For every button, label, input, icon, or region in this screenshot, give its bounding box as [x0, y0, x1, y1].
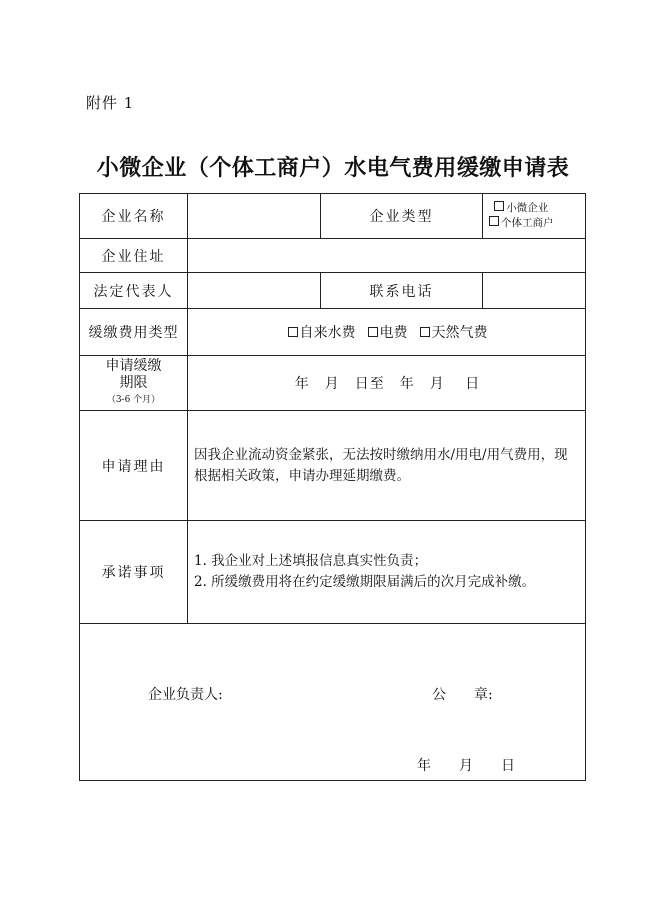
phone-label: 联系电话	[369, 283, 434, 300]
form-title: 小微企业（个体工商户）水电气费用缓缴申请表	[96, 156, 570, 181]
option-label: 天然气费	[431, 325, 488, 341]
option-label: 电费	[379, 325, 408, 341]
checkbox-icon	[420, 327, 430, 337]
period-field[interactable]: 年 月 日至 年 月 日	[294, 376, 481, 392]
address-label: 企业住址	[101, 248, 166, 265]
company-type-label: 企业类型	[369, 209, 434, 225]
checkbox-icon	[288, 327, 298, 337]
company-name-field[interactable]	[188, 194, 320, 238]
pledge-item: 1. 我企业对上述填报信息真实性负责；	[194, 553, 428, 569]
period-label-line1: 申请缓缴	[105, 357, 162, 374]
checkbox-icon	[494, 201, 504, 211]
address-field[interactable]	[188, 239, 587, 272]
period-label-line2: 期限	[119, 374, 148, 391]
company-name-label: 企业名称	[101, 209, 166, 225]
option-label: 自来水费	[299, 325, 356, 341]
reason-label: 申请理由	[101, 458, 166, 475]
fee-type-options	[188, 309, 587, 355]
fee-type-label: 缓缴费用类型	[88, 325, 179, 341]
option-label: 个体工商户	[501, 217, 554, 229]
company-type-option-individual[interactable]	[489, 216, 554, 231]
reason-text	[188, 411, 587, 520]
signer-label: 企业负责人:	[148, 687, 223, 703]
phone-field[interactable]	[483, 273, 587, 308]
option-label: 小微企业	[506, 202, 549, 214]
reason-paragraph: 因我企业流动资金紧张，无法按时缴纳用水/用电/用气费用，现根据相关政策，申请办理延期缴费。	[194, 446, 568, 484]
legal-rep-field[interactable]	[188, 273, 320, 308]
legal-rep-label: 法定代表人	[93, 283, 174, 300]
pledge-label: 承诺事项	[101, 565, 166, 581]
attachment-label: 附件 1	[86, 94, 135, 112]
checkbox-icon	[489, 216, 499, 226]
pledge-text	[188, 521, 587, 623]
period-label	[80, 356, 187, 410]
fee-option-water[interactable]	[288, 322, 356, 342]
sign-date: 年 月 日	[417, 758, 515, 774]
period-note: （3-6 个月）	[106, 394, 161, 405]
pledge-item: 2. 所缓缴费用将在约定缓缴期限届满后的次月完成补缴。	[194, 574, 536, 590]
seal-label: 公 章:	[432, 687, 493, 703]
checkbox-icon	[368, 327, 378, 337]
company-type-option-small[interactable]	[489, 201, 554, 216]
company-type-options	[483, 194, 587, 238]
fee-option-electricity[interactable]	[368, 322, 408, 342]
fee-option-gas[interactable]	[420, 322, 488, 342]
application-form-table	[79, 193, 586, 781]
